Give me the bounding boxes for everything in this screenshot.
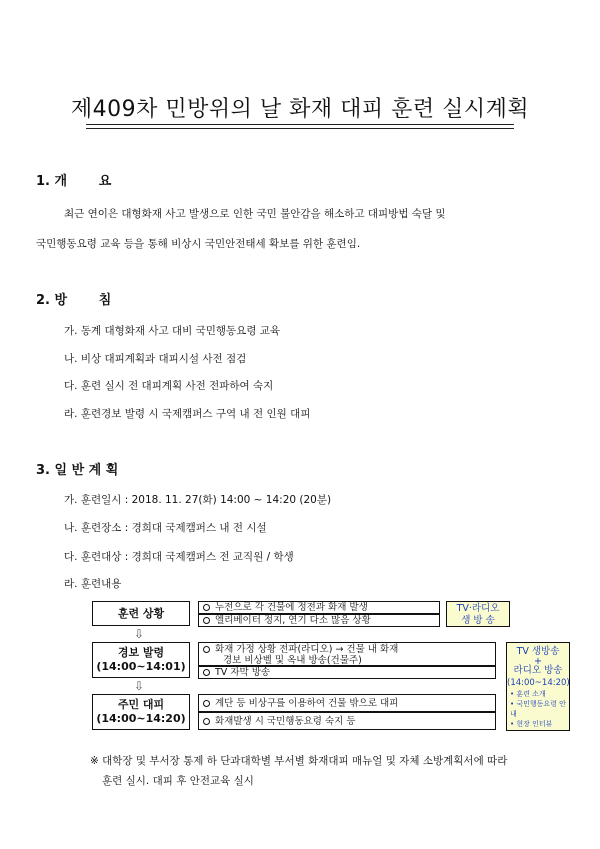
stage-1-label: 훈련 상황	[117, 606, 165, 620]
section-1-para-line1: 최근 연이은 대형화재 사고 발생으로 인한 국민 불안감을 해소하고 대피방법 숙달 및	[64, 208, 446, 220]
stage-3-item-2: 화재발생 시 국민행동요령 숙지 등	[215, 715, 356, 727]
stage-alarm	[92, 642, 190, 678]
stage-2-item-2-box	[198, 666, 496, 679]
title-rule-secondary	[86, 128, 514, 129]
stage-2-item-1-line2: 경보 비상벨 및 옥내 방송(건물주)	[223, 655, 362, 666]
side-2-bullet-3: • 현장 인터뷰	[510, 720, 553, 728]
circle-bullet-icon	[203, 604, 210, 611]
side-2-bullet-1: • 훈련 소개	[510, 690, 546, 698]
stage-2-time: (14:00~14:01)	[96, 660, 186, 673]
section-3-item-1: 가. 훈련일시 : 2018. 11. 27(화) 14:00 ~ 14:20 (20분)	[64, 494, 332, 506]
section-3-item-4: 라. 훈련내용	[64, 578, 122, 590]
stage-2-item-2: TV 자막 방송	[215, 667, 271, 678]
down-arrow-icon: ⇩	[134, 627, 145, 641]
circle-bullet-icon	[203, 718, 210, 725]
stage-1-item-2-box	[198, 614, 440, 627]
stage-1-item-2: 엘리베이터 정지, 연기 다소 많음 상황	[215, 615, 371, 626]
circle-bullet-icon	[203, 700, 210, 707]
section-2-item-4: 라. 훈련경보 발령 시 국제캠퍼스 구역 내 전 인원 대피	[64, 408, 311, 420]
stage-1-item-1: 누전으로 각 건물에 정전과 화재 발생	[215, 602, 368, 613]
page-title: 제409차 민방위의 날 화재 대피 훈련 실시계획	[70, 97, 530, 122]
side-1-line1: TV·라디오	[456, 603, 500, 614]
stage-3-label: 주민 대피	[117, 698, 165, 711]
circle-bullet-icon	[203, 646, 210, 653]
side-1-line2: 생 방 송	[461, 615, 495, 626]
section-2-item-2: 나. 비상 대피계획과 대피시설 사전 점검	[64, 353, 247, 365]
title-rule	[86, 124, 514, 125]
side-2-line1: TV 생방송	[516, 646, 560, 657]
stage-3-time: (14:00~14:20)	[96, 712, 186, 725]
side-2-line2: +	[534, 656, 542, 667]
circle-bullet-icon	[203, 669, 210, 676]
note-line2: 훈련 실시. 대피 후 안전교육 실시	[102, 775, 254, 787]
stage-3-item-1-box	[198, 694, 496, 712]
section-2-item-3: 다. 훈련 실시 전 대피계획 사전 전파하여 숙지	[64, 380, 274, 392]
side-2-line4: (14:00~14:20)	[507, 678, 570, 688]
side-2-line3: 라디오 방송	[513, 665, 563, 676]
down-arrow-icon: ⇩	[134, 679, 145, 693]
section-2-item-1: 가. 동계 대형화재 사고 대비 국민행동요령 교육	[64, 325, 281, 337]
stage-3-item-1: 계단 등 비상구를 이용하여 건물 밖으로 대피	[215, 697, 399, 709]
section-3-heading: 3. 일 반 계 획	[36, 463, 119, 478]
stage-2-item-1-box	[198, 642, 496, 666]
section-3-item-3: 다. 훈련대상 : 경희대 국제캠퍼스 전 교직원 / 학생	[64, 551, 294, 563]
stage-2-item-1-line1: 화재 가정 상황 전파(라디오) → 건물 내 화재	[215, 644, 399, 655]
side-2-bullet-2: • 국민행동요령 안내	[510, 700, 566, 718]
stage-training-situation	[92, 601, 190, 626]
stage-1-item-1-box	[198, 601, 440, 614]
stage-3-item-2-box	[198, 712, 496, 730]
tv-live-broadcast-panel	[506, 642, 570, 731]
section-2-heading: 2. 방 침	[36, 293, 112, 308]
stage-evacuation	[92, 694, 190, 730]
tv-radio-live-panel	[446, 601, 510, 627]
circle-bullet-icon	[203, 617, 210, 624]
section-3-item-2: 나. 훈련장소 : 경희대 국제캠퍼스 내 전 시설	[64, 522, 267, 534]
section-1-heading: 1. 개 요	[36, 174, 112, 189]
stage-2-label: 경보 발령	[117, 646, 165, 659]
note-line1: ※ 대학장 및 부서장 통제 하 단과대학별 부서별 화재대피 매뉴얼 및 자체 소방계획서에 따라	[90, 755, 508, 767]
section-1-para-line2: 국민행동요령 교육 등을 통해 비상시 국민안전태세 확보를 위한 훈련임.	[36, 238, 361, 250]
